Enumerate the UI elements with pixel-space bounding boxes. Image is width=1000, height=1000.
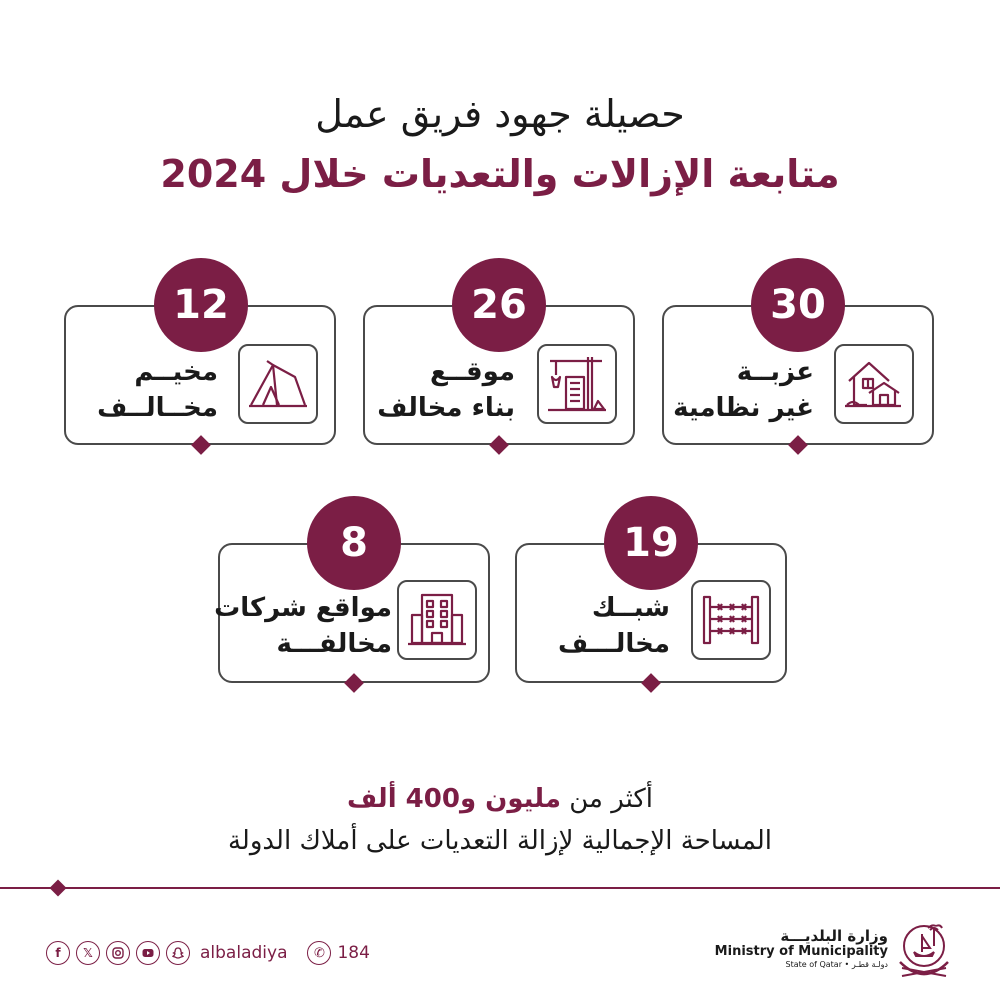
stat-count-badge: 30 [751, 258, 845, 352]
summary-line1 [0, 784, 1000, 814]
label-line1: عزبــة [736, 357, 814, 387]
ministry-logo-text [715, 928, 888, 970]
page-subtitle: متابعة الإزالات والتعديات خلال 2024 [160, 152, 840, 196]
phone-number[interactable]: 184 [337, 943, 370, 963]
youtube-icon[interactable] [136, 941, 160, 965]
summary-line2: المساحة الإجمالية لإزالة التعديات على أملاك الدولة [227, 826, 773, 856]
instagram-icon[interactable] [106, 941, 130, 965]
label-line2: بناء مخالف [377, 393, 515, 423]
summary-prefix: أكثر من [560, 784, 654, 814]
label-line2: مخالـــف [558, 629, 670, 659]
facebook-icon[interactable]: f [46, 941, 70, 965]
stat-label-construction [377, 354, 515, 426]
footer-divider [0, 887, 1000, 889]
snapchat-icon[interactable] [166, 941, 190, 965]
x-icon[interactable]: 𝕏 [76, 941, 100, 965]
stat-label-camps [97, 354, 218, 426]
state-label: State of Qatar • دولـة قطـر [785, 960, 888, 969]
divider-diamond [50, 880, 67, 897]
social-bar [46, 938, 370, 968]
stat-count-badge: 19 [604, 496, 698, 590]
stat-count-badge: 8 [307, 496, 401, 590]
tent-icon [238, 344, 318, 424]
page-title: حصيلة جهود فريق عمل [315, 92, 685, 136]
label-line1: موقــع [430, 357, 515, 387]
social-handle[interactable]: albaladiya [200, 943, 288, 963]
office-building-icon [397, 580, 477, 660]
label-line2: مخالفـــة [276, 629, 392, 659]
ministry-name-en: Ministry of Municipality [714, 944, 888, 959]
summary-highlight: مليون و400 ألف [346, 784, 561, 814]
stat-label-fences [558, 590, 670, 662]
stat-label-farms [673, 354, 814, 426]
label-line1: مواقع شركات [214, 593, 392, 623]
state-en: State of Qatar [785, 960, 842, 969]
house-icon [834, 344, 914, 424]
label-line1: مخيــم [134, 357, 218, 387]
construction-crane-icon [537, 344, 617, 424]
stat-label-company-sites [214, 590, 392, 662]
label-line1: شبــك [591, 593, 670, 623]
barbed-fence-icon [691, 580, 771, 660]
ministry-name-ar: وزارة البلديـــة [780, 927, 888, 945]
stat-count-badge: 26 [452, 258, 546, 352]
label-line2: مخــالــف [97, 393, 218, 423]
label-line2: غير نظامية [673, 393, 814, 423]
state-ar: دولـة قطـر [851, 960, 888, 969]
phone-icon: ✆ [307, 941, 331, 965]
stat-count-badge: 12 [154, 258, 248, 352]
qatar-emblem-icon [892, 916, 956, 984]
